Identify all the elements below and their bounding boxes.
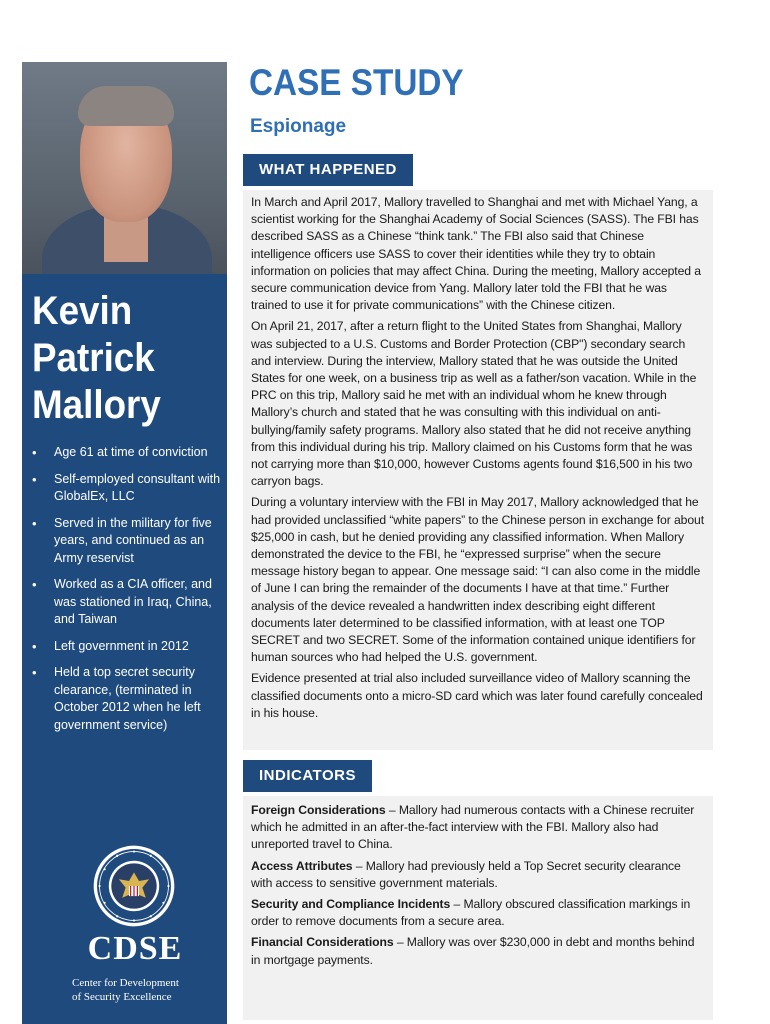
indicators-heading: INDICATORS xyxy=(243,760,372,792)
indicator-text: – Mallory had previously held a Top Secret security clearance with access to sensitive government materials. xyxy=(251,858,681,890)
indicator-item xyxy=(251,802,705,854)
cdse-seal-icon xyxy=(92,844,176,928)
fact-item: • Left government in 2012 xyxy=(32,638,222,656)
name-line-middle: Patrick xyxy=(32,336,155,380)
subject-photo xyxy=(22,62,227,274)
name-line-last: Mallory xyxy=(32,383,161,427)
narrative-paragraph: During a voluntary interview with the FBI in May 2017, Mallory acknowledged that he had provided unclassified “white papers” to the Chinese person in exchange for about $25,000 in cash, but he denied providing any classified information. When Mallory demonstrated the device to the FBI, he “expressed surprise” when the secure message history began to appear. One message said: “I can also come in the middle of June I can bring the remainder of the documents I have at that time.” Further analysis of the device revealed a handwritten index describing eight different documents later determined to be classified information, with at least one TOP SECRET and two SECRET. Some of the information contained unique identifiers for human sources who had helped the U.S. government. xyxy=(251,495,704,665)
narrative-paragraph: Evidence presented at trial also included surveillance video of Mallory scanning the classified documents onto a micro-SD card which was later found carefully concealed in his house. xyxy=(251,671,703,720)
cdse-logo: CDSE xyxy=(87,930,183,967)
page-title: CASE STUDY xyxy=(249,62,464,103)
what-happened-heading: WHAT HAPPENED xyxy=(243,154,413,186)
subject-sidebar xyxy=(22,274,227,1024)
narrative-paragraph: In March and April 2017, Mallory travelled to Shanghai and met with Michael Yang, a scientist working for the Shanghai Academy of Social Sciences (SASS). The FBI has described SASS as a Chinese “think tank.” The FBI also said that Chinese intelligence officers use SASS to cover their identities while they try to obtain information on policies that may affect China. During the meeting, Mallory accepted a secure communication device from Yang. Mallory later told the FBI that he was trained to use it for private communications” with the Chinese citizen. xyxy=(251,195,701,313)
what-happened-panel xyxy=(243,190,713,750)
page-subtitle: Espionage xyxy=(250,116,347,137)
name-line-first: Kevin xyxy=(32,289,133,333)
fact-item: • Worked as a CIA officer, and was stationed in Iraq, China, and Taiwan xyxy=(32,576,222,629)
indicator-text: – Mallory had numerous contacts with a Chinese recruiter which he admitted in an after-the-fact interview with the FBI. Mallory also had unreported travel to China. xyxy=(251,803,695,852)
indicator-text: – Mallory obscured classification markings in order to remove documents from a secure area. xyxy=(251,897,691,929)
indicator-text: – Mallory was over $230,000 in debt and months behind in mortgage payments. xyxy=(251,935,695,967)
indicators-panel xyxy=(243,796,713,1020)
logo-sub-line: Center for Development xyxy=(72,977,179,989)
logo-sub-line: of Security Excellence xyxy=(72,991,172,1003)
fact-item: • Held a top secret security clearance, (terminated in October 2012 when he left government service) xyxy=(32,664,222,734)
fact-item: • Age 61 at time of conviction xyxy=(32,444,222,462)
subject-facts-list xyxy=(32,444,222,743)
indicator-term: Foreign Considerations xyxy=(251,803,386,817)
fact-item: • Self-employed consultant with GlobalEx, LLC xyxy=(32,471,222,506)
indicator-term: Security and Compliance Incidents xyxy=(251,897,451,912)
subject-name xyxy=(32,288,207,429)
fact-item: • Served in the military for five years, and continued as an Army reservist xyxy=(32,515,222,568)
indicator-item xyxy=(251,934,705,968)
indicator-term: Access Attributes xyxy=(251,858,353,873)
indicator-item xyxy=(251,896,705,930)
indicator-item xyxy=(251,858,705,892)
narrative-paragraph: On April 21, 2017, after a return flight to the United States from Shanghai, Mallory was subjected to a U.S. Customs and Border Protection (CBP") secondary search and interview. During the interview, Mallory stated that he was outside the United States for one week, on a business trip as well as a father/son vacation. While in the PRC on this trip, Mallory said he met with an individual whom he knew through Mallory’s church and stated that he was consulting with this individual on anti-bullying/family safety programs. Mallory also stated that he did not receive anything from this individual during his trip. Mallory claimed on his Customs form that he was not carrying more than $10,000, however Customs agents found $16,500 in his two carryon bags. xyxy=(251,319,697,489)
cdse-logo-subtitle xyxy=(72,976,212,1004)
indicator-term: Financial Considerations xyxy=(251,935,394,950)
